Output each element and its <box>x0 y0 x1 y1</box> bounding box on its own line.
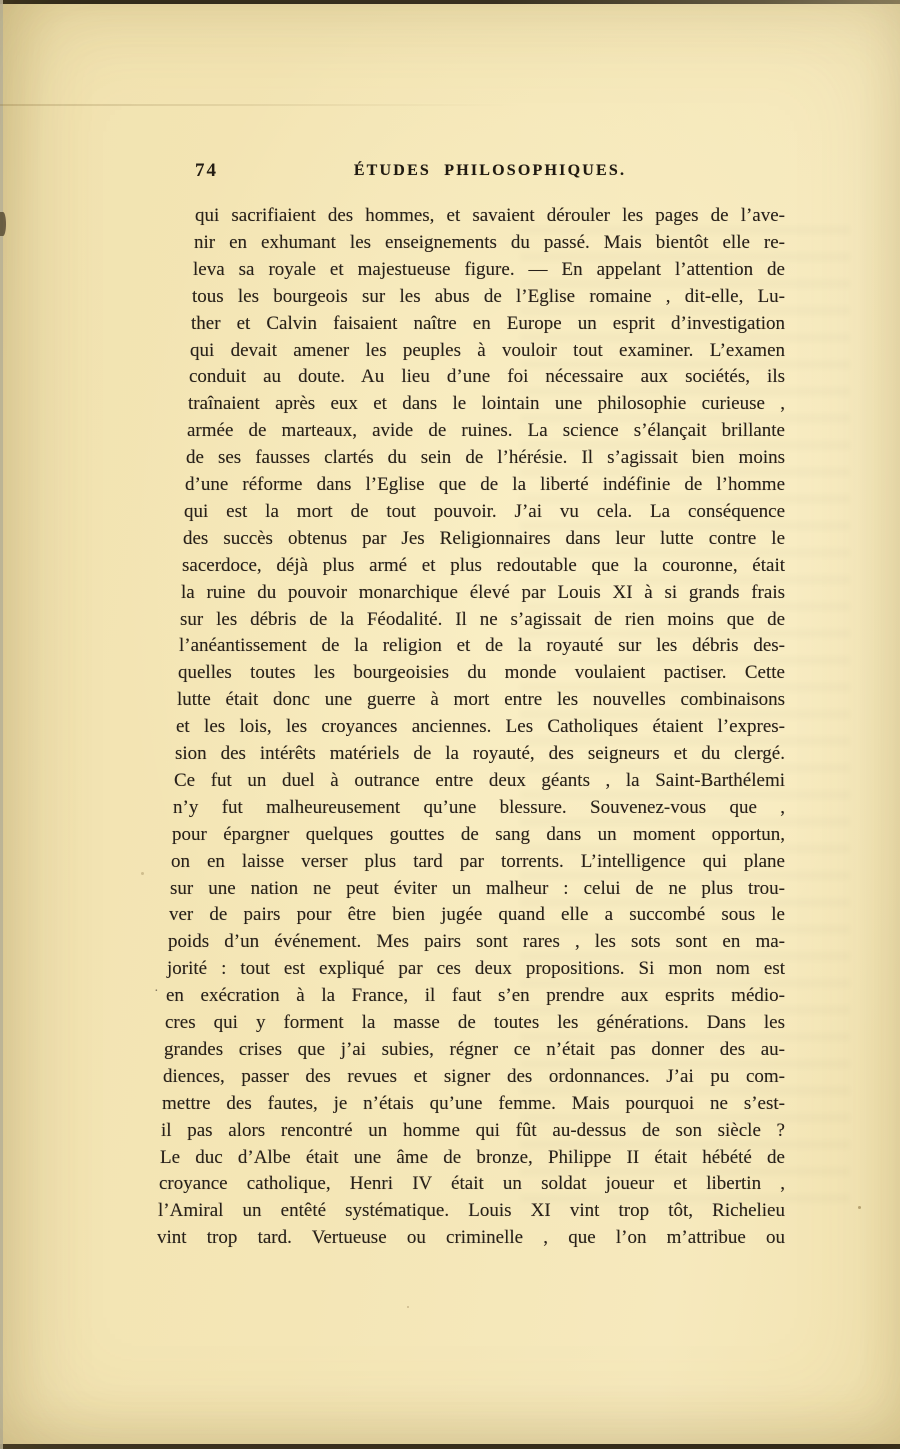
page-header <box>195 160 785 186</box>
text-line-39: vint trop tard. Vertueuse ou criminelle , que l’on m’attribue ou <box>157 1227 785 1249</box>
text-line-34: mettre des fautes, je n’étais qu’une femme. Mais pourquoi ne s’est- <box>162 1092 785 1114</box>
text-line-23: n’y fut malheureusement qu’une blessure. Souvenez-vous que , <box>173 796 785 818</box>
text-line-25: on en laisse verser plus tard par torrents. L’intelligence qui plane <box>171 850 785 872</box>
text-line-21: sion des intérêts matériels de la royauté, des seigneurs et du clergé. <box>175 743 785 764</box>
text-line-27: ver de pairs pour être bien jugée quand elle a succombé sous le <box>169 904 785 926</box>
body-text <box>0 203 900 1273</box>
text-line-4: tous les bourgeois sur les abus de l’Eglise romaine , dit-elle, Lu- <box>192 285 785 307</box>
text-line-28: poids d’un événement. Mes pairs sont rares , les sots sont en ma- <box>168 931 785 953</box>
text-line-35: il pas alors rencontré un homme qui fût au-dessus de son siècle ? <box>161 1119 785 1141</box>
scan-edge-bottom <box>0 1444 900 1449</box>
text-line-20: et les lois, les croyances anciennes. Les Catholiques étaient l’expres- <box>176 716 785 738</box>
page-number: 74 <box>195 160 218 181</box>
text-line-9: armée de marteaux, avide de ruines. La science s’élançait brillante <box>187 420 785 442</box>
text-line-37: croyance catholique, Henri IV était un soldat joueur et libertin , <box>159 1173 785 1195</box>
stray-ink-mark: · <box>154 984 159 999</box>
text-line-33: diences, passer des revues et signer des ordonnances. J’ai pu com- <box>163 1065 785 1087</box>
text-line-30: en exécration à la France, il faut s’en prendre aux esprits médio- <box>166 985 785 1007</box>
text-line-15: la ruine du pouvoir monarchique élevé par Louis XI à si grands frais <box>181 581 785 603</box>
text-line-31: cres qui y forment la masse de toutes les générations. Dans les <box>165 1012 785 1033</box>
running-title: ÉTUDES PHILOSOPHIQUES. <box>353 162 627 179</box>
text-line-8: traînaient après eux et dans le lointain une philosophie curieuse , <box>188 393 785 415</box>
ink-speck <box>407 1306 409 1308</box>
text-line-32: grandes crises que j’ai subies, régner ce n’était pas donner des au- <box>164 1038 785 1060</box>
text-line-29: jorité : tout est expliqué par ces deux propositions. Si mon nom est <box>167 958 785 980</box>
text-line-19: lutte était donc une guerre à mort entre les nouvelles combinaisons <box>177 689 785 711</box>
text-line-5: ther et Calvin faisaient naître en Europe un esprit d’investigation <box>191 312 785 334</box>
text-line-13: des succès obtenus par Jes Religionnaires dans leur lutte contre le <box>183 527 785 549</box>
text-line-2: nir en exhumant les enseignements du passé. Mais bientôt elle re- <box>194 231 785 253</box>
text-line-1: qui sacrifiaient des hommes, et savaient dérouler les pages de l’ave- <box>195 205 785 226</box>
text-line-3: leva sa royale et majestueuse figure. — En appelant l’attention de <box>193 258 785 280</box>
text-line-22: Ce fut un duel à outrance entre deux géants , la Saint-Barthélemi <box>174 769 785 791</box>
text-line-16: sur les débris de la Féodalité. Il ne s’agissait de rien moins que de <box>180 608 785 630</box>
text-line-7: conduit au doute. Au lieu d’une foi nécessaire aux sociétés, ils <box>189 366 785 388</box>
text-line-12: qui est la mort de tout pouvoir. J’ai vu cela. La conséquence <box>184 500 785 522</box>
paper-crease <box>0 104 522 106</box>
text-line-26: sur une nation ne peut éviter un malheur : celui de ne plus trou- <box>170 877 785 899</box>
text-line-36: Le duc d’Albe était une âme de bronze, Philippe II était hébété de <box>160 1146 785 1168</box>
text-line-18: quelles toutes les bourgeoisies du monde voulaient pactiser. Cette <box>178 662 785 684</box>
text-line-11: d’une réforme dans l’Eglise que de la liberté indéfinie de l’homme <box>185 474 785 495</box>
text-line-6: qui devait amener les peuples à vouloir tout examiner. L’examen <box>190 339 785 361</box>
text-line-38: l’Amiral un entêté systématique. Louis XI vint trop tôt, Richelieu <box>158 1200 785 1222</box>
scan-edge-top <box>0 0 900 4</box>
text-line-10: de ses fausses clartés du sein de l’hérésie. Il s’agissait bien moins <box>186 447 785 469</box>
text-line-14: sacerdoce, déjà plus armé et plus redoutable que la couronne, était <box>182 554 785 576</box>
text-line-17: l’anéantissement de la religion et de la royauté sur les débris des- <box>179 635 785 657</box>
text-line-24: pour épargner quelques gouttes de sang dans un moment opportun, <box>172 823 785 845</box>
